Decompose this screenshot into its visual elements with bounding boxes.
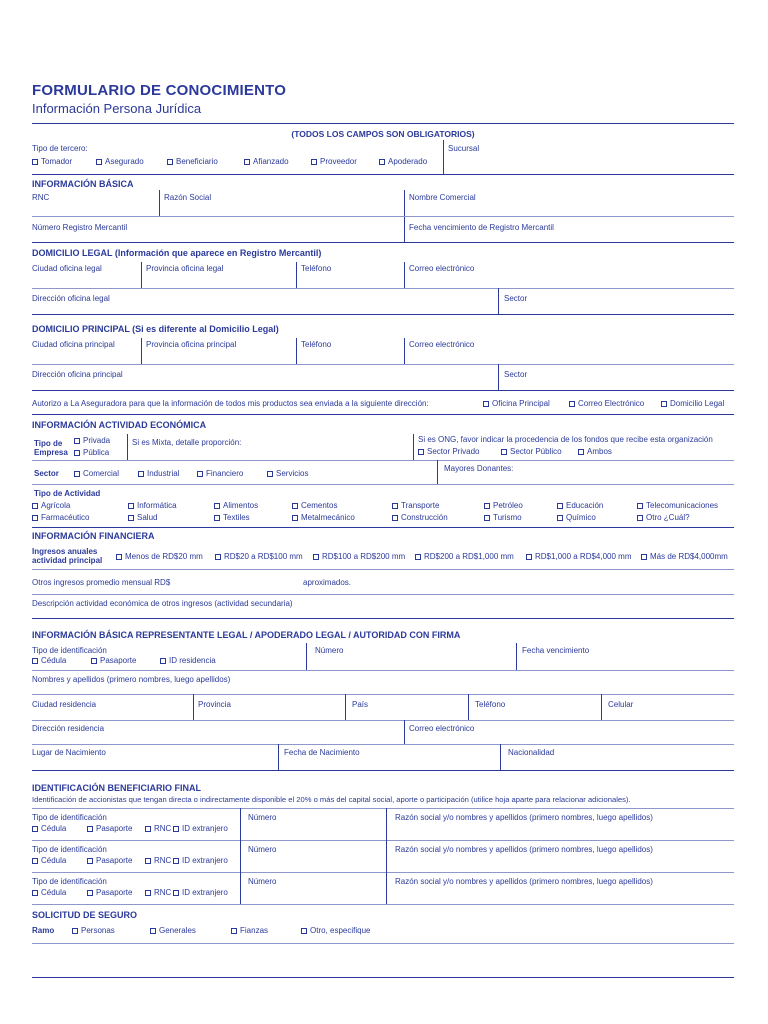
checkbox-icon[interactable] (74, 471, 80, 477)
numero-label: Número (248, 845, 277, 854)
checkbox-actividad-row1-7[interactable]: Telecomunicaciones (637, 501, 718, 511)
checkbox-actividad-row1-2[interactable]: Alimentos (214, 501, 258, 511)
checkbox-icon[interactable] (167, 159, 173, 165)
correo-legal-label: Correo electrónico (409, 264, 475, 273)
checkbox-icon[interactable] (72, 928, 78, 934)
ong-label: Si es ONG, favor indicar la procedencia de los fondos que recibe esta organización (418, 435, 713, 444)
beneficiario-description: Identificación de accionistas que tengan directa o indirectamente disponible el 20% o más del capital social, aporte o participación (utilice hoja aparte para relacionar adicionales). (32, 795, 631, 804)
checkbox-icon[interactable] (32, 503, 38, 509)
tipo-empresa-label: Tipo de (34, 439, 63, 448)
checkbox-actividad-row2-4[interactable]: Construcción (392, 513, 448, 523)
numero-label: Número (248, 877, 277, 886)
checkbox-afianzado[interactable]: Afianzado (244, 157, 289, 167)
checkbox-icon[interactable] (74, 450, 80, 456)
nacionalidad-label: Nacionalidad (508, 748, 555, 757)
otros-ingresos-label: Otros ingresos promedio mensual RD$ (32, 578, 171, 587)
telefono-label: Teléfono (475, 700, 506, 709)
checkbox-icon[interactable] (379, 159, 385, 165)
checkbox-icon[interactable] (292, 503, 298, 509)
checkbox-tomador[interactable]: Tomador (32, 157, 72, 167)
section-representante: INFORMACIÓN BÁSICA REPRESENTANTE LEGAL / APODERADO LEGAL / AUTORIDAD CON FIRMA (32, 630, 461, 640)
section-domicilio-principal: DOMICILIO PRINCIPAL (Si es diferente al Domicilio Legal) (32, 324, 279, 334)
checkbox-icon[interactable] (87, 826, 93, 832)
checkbox-beneficiario-id-3[interactable]: ID extranjero (173, 888, 228, 898)
razon-social-label: Razón social y/o nombres y apellidos (primero nombres, luego apellidos) (395, 813, 653, 822)
numero-label: Número (315, 646, 344, 655)
checkbox-beneficiario-id-2[interactable]: RNC (145, 824, 171, 834)
checkbox-icon[interactable] (87, 890, 93, 896)
checkbox-icon[interactable] (661, 401, 667, 407)
checkbox-icon[interactable] (557, 515, 563, 521)
section-informacion-financiera: INFORMACIÓN FINANCIERA (32, 531, 155, 541)
provincia-label: Provincia (198, 700, 231, 709)
celular-label: Celular (608, 700, 634, 709)
checkbox-correo-electronico[interactable]: Correo Electrónico (569, 399, 644, 409)
checkbox-icon[interactable] (557, 503, 563, 509)
checkbox-icon[interactable] (138, 471, 144, 477)
checkbox-proveedor[interactable]: Proveedor (311, 157, 357, 167)
checkbox-actividad-row1-0[interactable]: Agrícola (32, 501, 70, 511)
descripcion-actividad-label: Descripción actividad económica de otros ingresos (actividad secundaria) (32, 599, 293, 608)
checkbox-id-residencia[interactable]: ID residencia (160, 656, 216, 666)
checkbox-comercial[interactable]: Comercial (74, 469, 119, 479)
checkbox-icon[interactable] (197, 471, 203, 477)
checkbox-icon[interactable] (32, 890, 38, 896)
divider (32, 123, 734, 124)
checkbox-beneficiario-id-2[interactable]: RNC (145, 856, 171, 866)
numero-label: Número (248, 813, 277, 822)
sector-legal-label: Sector (504, 294, 528, 303)
registro-mercantil-label: Número Registro Mercantil (32, 223, 128, 232)
checkbox-cedula[interactable]: Cédula (32, 656, 66, 666)
checkbox-beneficiario-id-3[interactable]: ID extranjero (173, 824, 228, 834)
provincia-legal-label: Provincia oficina legal (146, 264, 224, 273)
checkbox-actividad-row1-4[interactable]: Transporte (392, 501, 439, 511)
ingresos-label-2: actividad principal (32, 556, 103, 565)
ciudad-residencia-label: Ciudad residencia (32, 700, 97, 709)
direccion-legal-label: Dirección oficina legal (32, 294, 110, 303)
checkbox-domicilio-legal[interactable]: Domicilio Legal (661, 399, 724, 409)
checkbox-sector-publico[interactable]: Sector Público (501, 447, 562, 457)
checkbox-fianzas[interactable]: Fianzas (231, 926, 268, 936)
checkbox-ingresos-3[interactable]: RD$100 a RD$200 mm (313, 552, 405, 562)
autorizo-text: Autorizo a La Aseguradora para que la información de todos mis productos sea enviada a la siguiente dirección: (32, 399, 429, 408)
checkbox-ingresos-5[interactable]: RD$1,000 a RD$4,000 mm (526, 552, 632, 562)
tipo-id-label: Tipo de identificación (32, 813, 107, 822)
checkbox-servicios[interactable]: Servicios (267, 469, 308, 479)
checkbox-actividad-row2-3[interactable]: Metalmecánico (292, 513, 355, 523)
checkbox-icon[interactable] (569, 401, 575, 407)
checkbox-icon[interactable] (96, 159, 102, 165)
checkbox-icon[interactable] (128, 503, 134, 509)
aproximados-label: aproximados. (303, 578, 352, 587)
tipo-tercero-label: Tipo de tercero: (32, 144, 88, 153)
checkbox-icon[interactable] (91, 658, 97, 664)
tipo-actividad-label: Tipo de Actividad (34, 489, 101, 498)
checkbox-industrial[interactable]: Industrial (138, 469, 179, 479)
checkbox-icon[interactable] (641, 554, 647, 560)
vencimiento-registro-label: Fecha vencimiento de Registro Mercantil (409, 223, 554, 232)
checkbox-icon[interactable] (32, 826, 38, 832)
checkbox-icon[interactable] (150, 928, 156, 934)
checkbox-icon[interactable] (32, 515, 38, 521)
checkbox-actividad-row1-3[interactable]: Cementos (292, 501, 337, 511)
checkbox-icon[interactable] (32, 858, 38, 864)
fecha-vencimiento-label: Fecha vencimiento (522, 646, 590, 655)
checkbox-beneficiario-id-1[interactable]: Pasaporte (87, 856, 132, 866)
checkbox-actividad-row1-5[interactable]: Petróleo (484, 501, 523, 511)
checkbox-icon[interactable] (87, 858, 93, 864)
correo-electronico-label: Correo electrónico (409, 724, 475, 733)
checkbox-privada[interactable]: Privada (74, 436, 110, 446)
checkbox-actividad-row2-2[interactable]: Textiles (214, 513, 250, 523)
checkbox-icon[interactable] (415, 554, 421, 560)
telefono-legal-label: Teléfono (301, 264, 332, 273)
section-actividad-economica: INFORMACIÓN ACTIVIDAD ECONÓMICA (32, 420, 207, 430)
ciudad-legal-label: Ciudad oficina legal (32, 264, 102, 273)
ingresos-label: Ingresos anuales (32, 547, 98, 556)
checkbox-icon[interactable] (637, 503, 643, 509)
checkbox-icon[interactable] (578, 449, 584, 455)
checkbox-icon[interactable] (637, 515, 643, 521)
nombres-apellidos-label: Nombres y apellidos (primero nombres, luego apellidos) (32, 675, 231, 684)
checkbox-icon[interactable] (292, 515, 298, 521)
mayores-donantes-label: Mayores Donantes: (444, 464, 514, 473)
checkbox-icon[interactable] (173, 826, 179, 832)
checkbox-ingresos-1[interactable]: Menos de RD$20 mm (116, 552, 203, 562)
checkbox-icon[interactable] (392, 503, 398, 509)
checkbox-icon[interactable] (526, 554, 532, 560)
section-informacion-basica: INFORMACIÓN BÁSICA (32, 179, 134, 189)
checkbox-icon[interactable] (231, 928, 237, 934)
checkbox-beneficiario-id-3[interactable]: ID extranjero (173, 856, 228, 866)
checkbox-apoderado[interactable]: Apoderado (379, 157, 427, 167)
checkbox-icon[interactable] (32, 159, 38, 165)
nombre-comercial-label: Nombre Comercial (409, 193, 476, 202)
checkbox-beneficiario-id-2[interactable]: RNC (145, 888, 171, 898)
tipo-id-label: Tipo de identificación (32, 877, 107, 886)
checkbox-ingresos-2[interactable]: RD$20 a RD$100 mm (215, 552, 303, 562)
checkbox-icon[interactable] (74, 438, 80, 444)
rnc-label: RNC (32, 193, 50, 202)
ciudad-principal-label: Ciudad oficina principal (32, 340, 115, 349)
checkbox-icon[interactable] (214, 515, 220, 521)
direccion-residencia-label: Dirección residencia (32, 724, 105, 733)
checkbox-icon[interactable] (267, 471, 273, 477)
checkbox-icon[interactable] (244, 159, 250, 165)
checkbox-financiero[interactable]: Financiero (197, 469, 243, 479)
form-page (32, 0, 734, 1024)
checkbox-icon[interactable] (173, 890, 179, 896)
checkbox-actividad-row1-6[interactable]: Educación (557, 501, 603, 511)
checkbox-icon[interactable] (313, 554, 319, 560)
checkbox-actividad-row1-1[interactable]: Informática (128, 501, 177, 511)
checkbox-actividad-row2-7[interactable]: Otro ¿Cuál? (637, 513, 690, 523)
checkbox-oficina-principal[interactable]: Oficina Principal (483, 399, 550, 409)
checkbox-actividad-row2-6[interactable]: Químico (557, 513, 596, 523)
checkbox-icon[interactable] (145, 826, 151, 832)
section-beneficiario-final: IDENTIFICACIÓN BENEFICIARIO FINAL (32, 783, 201, 793)
razon-social-label: Razón social y/o nombres y apellidos (primero nombres, luego apellidos) (395, 877, 653, 886)
checkbox-icon[interactable] (116, 554, 122, 560)
lugar-nacimiento-label: Lugar de Nacimiento (32, 748, 106, 757)
sector-label: Sector (34, 469, 59, 478)
tipo-id-label: Tipo de identificación (32, 845, 107, 854)
checkbox-otro[interactable]: Otro, especifique (301, 926, 370, 936)
sector-principal-label: Sector (504, 370, 528, 379)
checkbox-beneficiario-id-0[interactable]: Cédula (32, 856, 66, 866)
checkbox-icon[interactable] (484, 503, 490, 509)
checkbox-actividad-row2-5[interactable]: Turismo (484, 513, 522, 523)
section-domicilio-legal: DOMICILIO LEGAL (Información que aparece en Registro Mercantil) (32, 248, 322, 258)
ramo-label: Ramo (32, 926, 55, 935)
form-title: FORMULARIO DE CONOCIMIENTO (32, 82, 287, 99)
checkbox-beneficiario[interactable]: Beneficiario (167, 157, 218, 167)
checkbox-icon[interactable] (215, 554, 221, 560)
checkbox-icon[interactable] (173, 858, 179, 864)
checkbox-icon[interactable] (392, 515, 398, 521)
checkbox-icon[interactable] (311, 159, 317, 165)
required-notice: (TODOS LOS CAMPOS SON OBLIGATORIOS) (291, 129, 475, 139)
checkbox-icon[interactable] (145, 858, 151, 864)
checkbox-icon[interactable] (128, 515, 134, 521)
razon-social-label: Razón Social (164, 193, 212, 202)
checkbox-publica[interactable]: Pública (74, 448, 109, 458)
checkbox-beneficiario-id-1[interactable]: Pasaporte (87, 824, 132, 834)
checkbox-icon[interactable] (160, 658, 166, 664)
checkbox-icon[interactable] (483, 401, 489, 407)
checkbox-ingresos-6[interactable]: Más de RD$4,000mm (641, 552, 728, 562)
checkbox-icon[interactable] (418, 449, 424, 455)
checkbox-icon[interactable] (214, 503, 220, 509)
pais-label: País (352, 700, 369, 709)
checkbox-actividad-row2-1[interactable]: Salud (128, 513, 157, 523)
checkbox-asegurado[interactable]: Asegurado (96, 157, 144, 167)
checkbox-icon[interactable] (32, 658, 38, 664)
sucursal-label: Sucursal (448, 144, 480, 153)
direccion-principal-label: Dirección oficina principal (32, 370, 123, 379)
checkbox-icon[interactable] (501, 449, 507, 455)
tipo-id-label: Tipo de identificación (32, 646, 107, 655)
tipo-empresa-label-2: Empresa (34, 448, 68, 457)
checkbox-generales[interactable]: Generales (150, 926, 196, 936)
checkbox-beneficiario-id-1[interactable]: Pasaporte (87, 888, 132, 898)
checkbox-ambos[interactable]: Ambos (578, 447, 612, 457)
checkbox-icon[interactable] (301, 928, 307, 934)
checkbox-icon[interactable] (484, 515, 490, 521)
checkbox-sector-privado[interactable]: Sector Privado (418, 447, 479, 457)
checkbox-beneficiario-id-0[interactable]: Cédula (32, 888, 66, 898)
checkbox-beneficiario-id-0[interactable]: Cédula (32, 824, 66, 834)
razon-social-label: Razón social y/o nombres y apellidos (primero nombres, luego apellidos) (395, 845, 653, 854)
checkbox-personas[interactable]: Personas (72, 926, 115, 936)
checkbox-ingresos-4[interactable]: RD$200 a RD$1,000 mm (415, 552, 514, 562)
telefono-principal-label: Teléfono (301, 340, 332, 349)
mixta-label: Si es Mixta, detalle proporción: (132, 438, 242, 447)
section-solicitud-seguro: SOLICITUD DE SEGURO (32, 910, 138, 920)
correo-principal-label: Correo electrónico (409, 340, 475, 349)
fecha-nacimiento-label: Fecha de Nacimiento (284, 748, 360, 757)
checkbox-icon[interactable] (145, 890, 151, 896)
checkbox-actividad-row2-0[interactable]: Farmacéutico (32, 513, 89, 523)
checkbox-pasaporte[interactable]: Pasaporte (91, 656, 136, 666)
provincia-principal-label: Provincia oficina principal (146, 340, 237, 349)
form-subtitle: Información Persona Jurídica (32, 101, 202, 116)
